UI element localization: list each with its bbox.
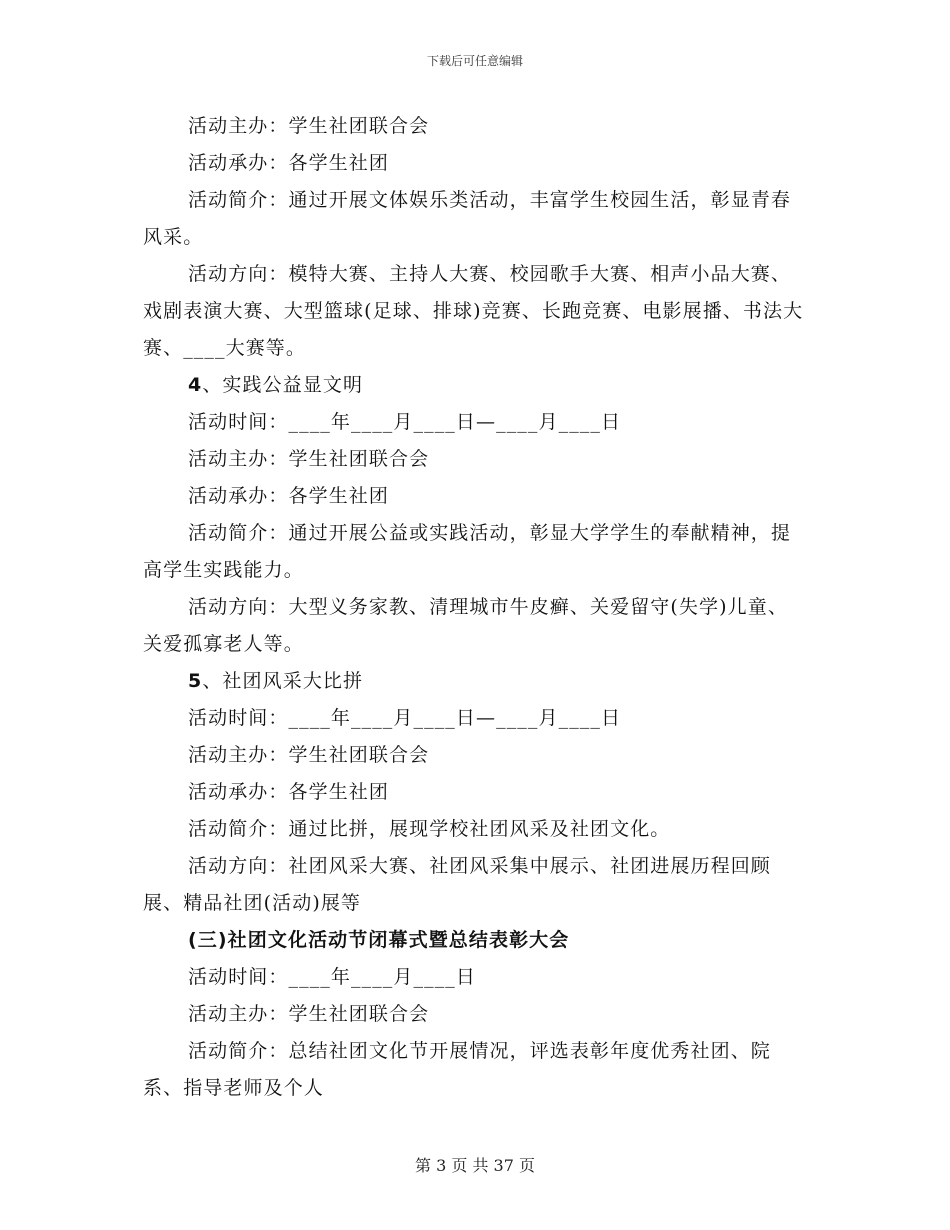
paragraph-intro: 活动简介：通过开展公益或实践活动，彰显大学学生的奉献精神，提高学生实践能力。: [143, 522, 792, 581]
paragraph-organizer: 活动主办：学生社团联合会: [188, 448, 430, 470]
subheading-4-text: 、实践公益显文明: [202, 374, 364, 396]
page-header: 下载后可任意编辑: [426, 54, 523, 68]
paragraph-direction: 活动方向：模特大赛、主持人大赛、校园歌手大赛、相声小品大赛、戏剧表演大赛、大型篮球(足球、排球)竞赛、长跑竞赛、电影展播、书法大赛、____大赛等。: [143, 263, 804, 359]
paragraph-direction: 活动方向：大型义务家教、清理城市牛皮癣、关爱留守(失学)儿童、关爱孤寡老人等。: [143, 596, 788, 655]
paragraph-time: 活动时间：____年____月____日—____月____日: [188, 707, 622, 729]
subheading-5-text: 、社团风采大比拼: [202, 670, 364, 692]
paragraph-host: 活动承办：各学生社团: [188, 485, 390, 507]
paragraph-direction: 活动方向：社团风采大赛、社团风采集中展示、社团进展历程回顾展、精品社团(活动)展等: [143, 855, 771, 914]
paragraph-time: 活动时间：____年____月____日: [188, 966, 477, 988]
paragraph-organizer: 活动主办：学生社团联合会: [188, 115, 430, 137]
paragraph-organizer: 活动主办：学生社团联合会: [188, 1003, 430, 1025]
subheading-5-number: 5: [188, 670, 203, 692]
section-heading-3: (三)社团文化活动节闭幕式暨总结表彰大会: [188, 929, 570, 951]
subheading-4-number: 4: [188, 374, 203, 396]
subheading-4: [143, 367, 805, 404]
page-footer: 第 3 页 共 37 页: [415, 1156, 535, 1175]
document-body: [143, 108, 805, 1107]
paragraph-intro: 活动简介：通过比拼，展现学校社团风采及社团文化。: [188, 818, 671, 840]
paragraph-time: 活动时间：____年____月____日—____月____日: [188, 411, 622, 433]
subheading-5: [143, 663, 805, 700]
paragraph-intro: 活动简介：通过开展文体娱乐类活动，丰富学生校园生活，彰显青春风采。: [143, 189, 792, 248]
paragraph-host: 活动承办：各学生社团: [188, 152, 390, 174]
paragraph-intro: 活动简介：总结社团文化节开展情况，评选表彰年度优秀社团、院系、指导老师及个人: [143, 1040, 771, 1099]
paragraph-host: 活动承办：各学生社团: [188, 781, 390, 803]
paragraph-organizer: 活动主办：学生社团联合会: [188, 744, 430, 766]
